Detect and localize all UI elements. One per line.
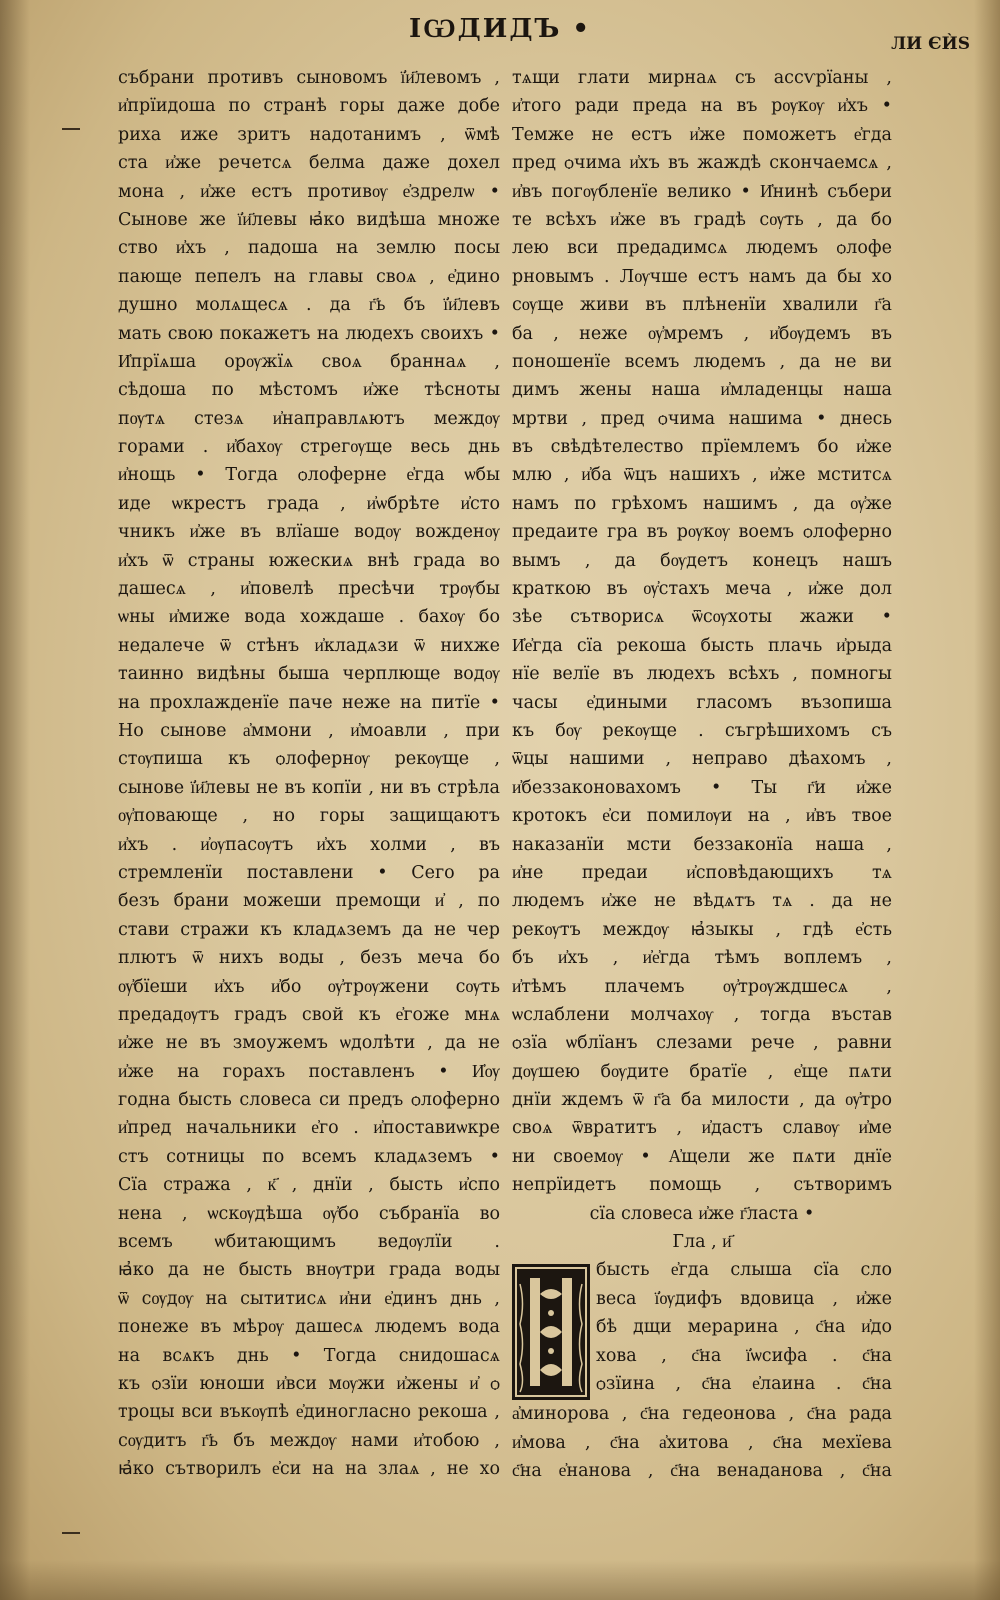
ornament-initial-icon <box>512 1264 590 1400</box>
text-line: и҆въ погѹбленїе велико • И҆нинѣ събери <box>512 181 892 202</box>
text-line: и҆пред начальники е҆го . и҆поставиѡкре <box>118 1118 500 1139</box>
text-line: ба , неже ѹ҆мремъ , и҆бѹдемъ въ <box>512 323 892 344</box>
text-line: къ бѹ рекѹще . съгрѣшихомъ съ <box>512 720 892 741</box>
text-line: димъ жены наша и҆младенцы наша <box>512 380 892 401</box>
text-line: иде ѡкрестъ града , и҆ѡбрѣте и҆сто <box>118 493 500 514</box>
text-line: на прохлажденїе паче неже на питїе • <box>118 692 500 713</box>
text-line: душно молѧщесѧ . да г҃ь бъ ї҆и҃левъ <box>118 295 500 316</box>
chapter-opening-text <box>596 1256 892 1398</box>
text-line: мртви , пред ѻчима нашима • днесь <box>512 408 892 429</box>
text-line: нїе велїе въ людехъ всѣхъ , помногы <box>512 664 892 685</box>
text-line: лею вси предадимсѧ людемъ ѻлофе <box>512 238 892 259</box>
text-line: и҆же не въ змоужемъ ѡдолѣти , да не <box>118 1033 500 1054</box>
text-line: хова , с҃на ї҆ѡсифа . с҃на <box>596 1345 892 1366</box>
text-line: събрани противъ сыновомъ ї҆и҃левомъ , <box>118 68 500 88</box>
text-line: всемъ ѡбитающимъ ведѹлїи . <box>118 1232 500 1253</box>
text-line: часы е҆диными гласомъ възопиша <box>512 692 892 713</box>
text-line: пѹтѧ стезѧ и҆направлѧютъ междѹ <box>118 408 500 429</box>
text-line: троцы вси въкѹпѣ е҆диногласно рекоша , <box>118 1402 500 1423</box>
text-line: ство и҆хъ , падоша на землю посы <box>118 238 500 259</box>
page-shadow-left <box>0 0 30 1600</box>
text-line: стремленїи поставлени • Сего ра <box>118 862 500 883</box>
text-line: а҆минорова , с҃на гедеонова , с҃на рада <box>512 1404 892 1425</box>
text-line: и҆нощь • Тогда ѻлоферне е҆гда ѡбы <box>118 465 500 486</box>
text-line: днїи ждемъ ѿ г҃а ба милости , да ѹ҆тро <box>512 1090 892 1111</box>
text-line: бѣ дщи мерарина , с҃на и҆до <box>596 1317 892 1338</box>
text-line: мать свою покажетъ на людехъ своихъ • <box>118 323 500 344</box>
right-column-bottom-text <box>512 1400 892 1485</box>
text-line: ѡслаблени молчахѹ , тогда въстав <box>512 1004 892 1025</box>
page-shadow-bottom <box>0 1560 1000 1600</box>
text-line: бъ и҆хъ , и҆е҆гда тѣмъ воплемъ , <box>512 948 892 969</box>
text-line: и҆не предаи и҆сповѣдающихъ тѧ <box>512 862 892 883</box>
text-line: и҆беззаконовахомъ • Ты г҃и и҆же <box>512 777 892 798</box>
text-line: пающе пепелъ на главы своѧ , е҆дино <box>118 266 500 287</box>
text-line: сѹдитъ г҃ь бъ междѹ нами и҆тобою , <box>118 1430 500 1451</box>
text-line: ѿцы нашими , неправо дѣахомъ , <box>512 749 892 770</box>
text-line: зѣе сътворисѧ ѿсѹхоты жажи • <box>512 607 892 628</box>
text-line: ꙗ҆ко да не бысть внѹтри града воды <box>118 1260 500 1281</box>
text-line: и҆же на горахъ поставленъ • И҆ѹ <box>118 1061 500 1082</box>
text-line: ѡны и҆миже вода хождаше . бахѹ бо <box>118 607 500 628</box>
chapter-opening <box>512 1256 892 1400</box>
text-line: Сїа стража , к҃ , днїи , бысть и҆спо <box>118 1175 500 1196</box>
text-line: предаите гра въ рѹкѹ воемъ ѻлоферно <box>512 522 892 543</box>
text-line: Темже не естъ и҆же поможетъ е҆гда <box>512 124 892 145</box>
text-line: тѧщи глати мирнаѧ съ ассѵрїаны , <box>512 68 892 88</box>
text-line: и҆прїидоша по странѣ горы даже добе <box>118 96 500 117</box>
text-line: те всѣхъ и҆же въ градѣ сѹть , да бо <box>512 209 892 230</box>
text-line: ꙗ҆ко сътворилъ е҆си на на злаѧ , не хо <box>118 1459 500 1480</box>
text-line: пред ѻчима и҆хъ въ жаждѣ скончаемсѧ , <box>512 153 892 174</box>
text-line: непрїидетъ помощь , сътворимъ <box>512 1175 892 1196</box>
text-line: дѹшею бѹдите братїе , е҆ще пѧти <box>512 1061 892 1082</box>
text-line: Но сынове а҆ммони , и҆моавли , при <box>118 720 500 741</box>
text-line: ѹ҆повающе , но горы защищаютъ <box>118 806 500 827</box>
text-line: бысть е҆гда слыша сїа сло <box>596 1260 892 1281</box>
text-line: веса ї҆ѹдифъ вдовица , и҆же <box>596 1288 892 1309</box>
text-line: млю , и҆ба ѿцъ нашихъ , и҆же мститсѧ <box>512 465 892 486</box>
folio-number: ЛИ ЄЍЅ <box>891 34 970 54</box>
text-line: людемъ и҆же не вѣдѧтъ тѧ . да не <box>512 891 892 912</box>
right-column-top-text <box>512 64 892 1200</box>
text-line: с҃на е҆нанова , с҃на венаданова , с҃на <box>512 1461 892 1482</box>
text-line: недалече ѿ стѣнъ и҆кладѧзи ѿ нихже <box>118 635 500 656</box>
text-line: и҆хъ . и҆ѹпасѹтъ и҆хъ холми , въ <box>118 834 500 855</box>
chapter-heading: Гла , и҃ <box>672 1232 732 1253</box>
text-line: стъ сотницы по всемъ кладѧземъ • <box>118 1146 500 1167</box>
text-line: въ свѣдѣтелество прїемлемъ бо и҆же <box>512 437 892 458</box>
text-line: сѣдоша по мѣстомъ и҆же тѣсноты <box>118 380 500 401</box>
margin-mark <box>62 1532 80 1534</box>
text-line: И҆прїѧша орѹжїѧ своѧ браннаѧ , <box>118 351 500 372</box>
text-line: и҆тѣмъ плачемъ ѹ҆трѹждшесѧ , <box>512 976 892 997</box>
text-line: риха иже зритъ надотанимъ , ѿмѣ <box>118 124 500 145</box>
text-line: дашесѧ , и҆повелѣ пресѣчи трѹбы <box>118 579 500 600</box>
text-line: таинно видѣны быша черплюще водѹ <box>118 664 500 685</box>
text-line: своѧ ѿвратитъ , и҆дастъ славѹ и҆ме <box>512 1118 892 1139</box>
text-line: годна бысть словеса си предъ ѻлоферно <box>118 1090 500 1111</box>
text-line: предадѹтъ градъ свой къ е҆гоже мнѧ <box>118 1004 500 1025</box>
text-line: понеже въ мѣрѹ дашесѧ людемъ вода <box>118 1317 500 1338</box>
text-line: ѻзїина , с҃на е҆лаина . с҃на <box>596 1373 892 1394</box>
margin-mark <box>62 128 80 130</box>
text-line: плютъ ѿ нихъ воды , безъ меча бо <box>118 948 500 969</box>
text-line: ѹ҆бїеши и҆хъ и҆бо ѹ҆трѹжени сѹть <box>118 976 500 997</box>
page-shadow-right <box>974 0 1000 1600</box>
text-line: чникъ и҆же въ влїаше водѹ вожденѹ <box>118 522 500 543</box>
left-text-column <box>118 64 500 1484</box>
closing-line: сїа словеса и҆же г҃ласта • <box>589 1203 815 1224</box>
text-line: ста и҆же речетсѧ белма даже дохел <box>118 153 500 174</box>
text-line: ни своемѹ • А҆щели же пѧти днїе <box>512 1146 892 1167</box>
text-line: сынове ї҆и҃левы не въ копїи , ни въ стрѣла <box>118 777 500 798</box>
text-line: стави стражи къ кладѧземъ да не чер <box>118 919 500 940</box>
text-line: и҆того ради преда на въ рѹкѹ и҆хъ • <box>512 96 892 117</box>
text-line: къ ѻзїи юноши и҆вси мѹжи и҆жены и҆ ѻ <box>118 1373 500 1394</box>
running-head-title: ІѠДИДЪ • <box>408 14 592 44</box>
text-line: намъ по грѣхомъ нашимъ , да ѹ҆же <box>512 493 892 514</box>
text-line: поношенїе всемъ людемъ , да не ви <box>512 351 892 372</box>
text-line: кротокъ е҆си помилѹи на , и҆въ твое <box>512 806 892 827</box>
text-line: рекѹтъ междѹ ꙗ҆зыкы , гдѣ е҆сть <box>512 919 892 940</box>
text-line: и҆хъ ѿ страны южескиѧ внѣ града во <box>118 550 500 571</box>
text-line: нена , ѡскѹдѣша ѹ҆бо събранїа во <box>118 1203 500 1224</box>
right-text-column <box>512 64 892 1486</box>
text-line: наказанїи мсти беззаконїа наша , <box>512 834 892 855</box>
text-line: мона , и҆же естъ противѹ е҆здрелѡ • <box>118 181 500 202</box>
text-line: и҆мова , с҃на а҆хитова , с҃на мехїева <box>512 1432 892 1453</box>
text-line: Сынове же ї҆и҃левы ꙗ҆ко видѣша множе <box>118 209 500 230</box>
text-line: рновымъ . Лѹчше естъ намъ да бы хо <box>512 266 892 287</box>
text-line: ѿ сѹдѹ на сытитисѧ и҆ни е҆динъ днь , <box>118 1288 500 1309</box>
text-line: сѹще живи въ плѣненїи хвалили г҃а <box>512 295 892 316</box>
text-line: на всѧкъ днь • Тогда снидошасѧ <box>118 1345 500 1366</box>
text-line: горами . и҆бахѹ стрегѹще весь днь <box>118 437 500 458</box>
text-line: И҆е҆гда сїа рекоша бысть плачь и҆рыда <box>512 635 892 656</box>
text-line: ѻзїа ѡблїанъ слезами рече , равни <box>512 1033 892 1054</box>
decorated-initial-letter <box>512 1264 590 1400</box>
text-line: безъ брани можеши премощи и҆ , по <box>118 891 500 912</box>
text-line: стѹпиша къ ѻлофернѹ рекѹще , <box>118 749 500 770</box>
text-line: краткою въ ѹ҆стахъ меча , и҆же дол <box>512 579 892 600</box>
text-line: вымъ , да бѹдетъ конецъ нашъ <box>512 550 892 571</box>
